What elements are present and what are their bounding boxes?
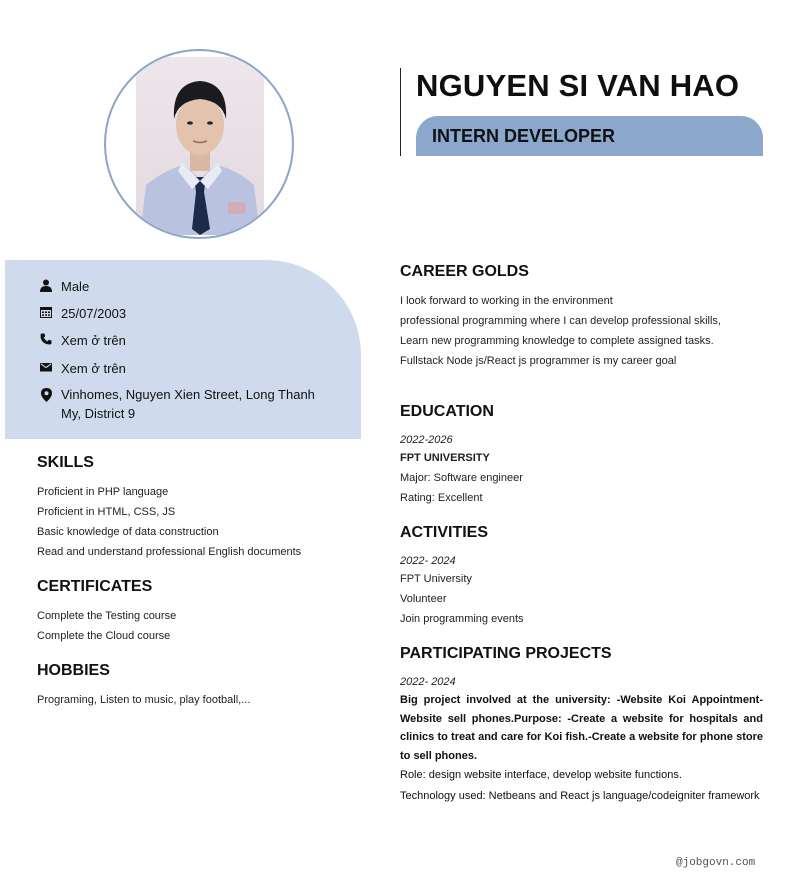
- activities-period: 2022- 2024: [400, 555, 456, 567]
- calendar-icon: [37, 304, 55, 320]
- career-line: Learn new programming knowledge to complete assigned tasks.: [400, 335, 714, 347]
- phone-icon: [37, 331, 55, 347]
- gender-value: Male: [61, 279, 90, 294]
- projects-title: PARTICIPATING PROJECTS: [400, 645, 612, 662]
- contact-gender: [37, 277, 89, 296]
- hobbies-text: Programing, Listen to music, play football,...: [37, 694, 251, 706]
- profile-photo: [136, 57, 264, 235]
- activities-title: ACTIVITIES: [400, 524, 489, 541]
- address-value: [61, 385, 315, 423]
- location-pin-icon: [37, 387, 55, 403]
- skill-item: Proficient in PHP language: [37, 486, 169, 498]
- contact-phone: [37, 331, 126, 350]
- header-divider: [400, 68, 401, 156]
- education-title: EDUCATION: [400, 403, 494, 420]
- birthday-value: 25/07/2003: [61, 306, 127, 321]
- skills-title: SKILLS: [37, 454, 94, 471]
- candidate-role: INTERN DEVELOPER: [432, 126, 616, 146]
- skill-item: Basic knowledge of data construction: [37, 526, 219, 538]
- role-banner: [416, 116, 763, 156]
- projects-description: Big project involved at the university: -Website Koi Appointment-Website sell phones.Purpose: -Create a website for hospitals and clinics to treat and care for Koi fish.-Create a website for phone store to sell phones.: [400, 694, 763, 762]
- phone-value: Xem ở trên: [61, 333, 126, 348]
- contact-birthday: [37, 304, 126, 323]
- education-major: Major: Software engineer: [400, 472, 523, 484]
- profile-photo-frame: [104, 49, 294, 239]
- education-rating: Rating: Excellent: [400, 492, 483, 504]
- activity-item: FPT University: [400, 573, 472, 585]
- mail-icon: [37, 359, 55, 375]
- education-school: FPT UNIVERSITY: [400, 452, 490, 464]
- education-period: 2022-2026: [400, 434, 453, 446]
- contact-panel: [5, 260, 361, 439]
- career-line: professional programming where I can develop professional skills,: [400, 315, 721, 327]
- certificate-item: Complete the Testing course: [37, 610, 177, 622]
- activity-item: Join programming events: [400, 613, 524, 625]
- skill-item: Read and understand professional English documents: [37, 546, 302, 558]
- email-value: Xem ở trên: [61, 361, 126, 376]
- person-icon: [37, 277, 55, 293]
- contact-address: [37, 385, 315, 423]
- projects-technology: Technology used: Netbeans and React js language/codeigniter framework: [400, 790, 760, 802]
- projects-role: Role: design website interface, develop website functions.: [400, 769, 682, 781]
- address-line-2: My, District 9: [61, 406, 136, 421]
- contact-email: [37, 359, 126, 378]
- career-line: Fullstack Node js/React js programmer is my career goal: [400, 355, 677, 367]
- career-title: CAREER GOLDS: [400, 263, 529, 280]
- activity-item: Volunteer: [400, 593, 447, 605]
- career-line: I look forward to working in the environment: [400, 295, 613, 307]
- certificate-item: Complete the Cloud course: [37, 630, 171, 642]
- candidate-name: NGUYEN SI VAN HAO: [416, 68, 740, 103]
- projects-period: 2022- 2024: [400, 676, 456, 688]
- skill-item: Proficient in HTML, CSS, JS: [37, 506, 176, 518]
- address-line-1: Vinhomes, Nguyen Xien Street, Long Thanh: [61, 387, 315, 402]
- watermark: @jobgovn.com: [676, 857, 756, 869]
- hobbies-title: HOBBIES: [37, 662, 110, 679]
- certificates-title: CERTIFICATES: [37, 578, 153, 595]
